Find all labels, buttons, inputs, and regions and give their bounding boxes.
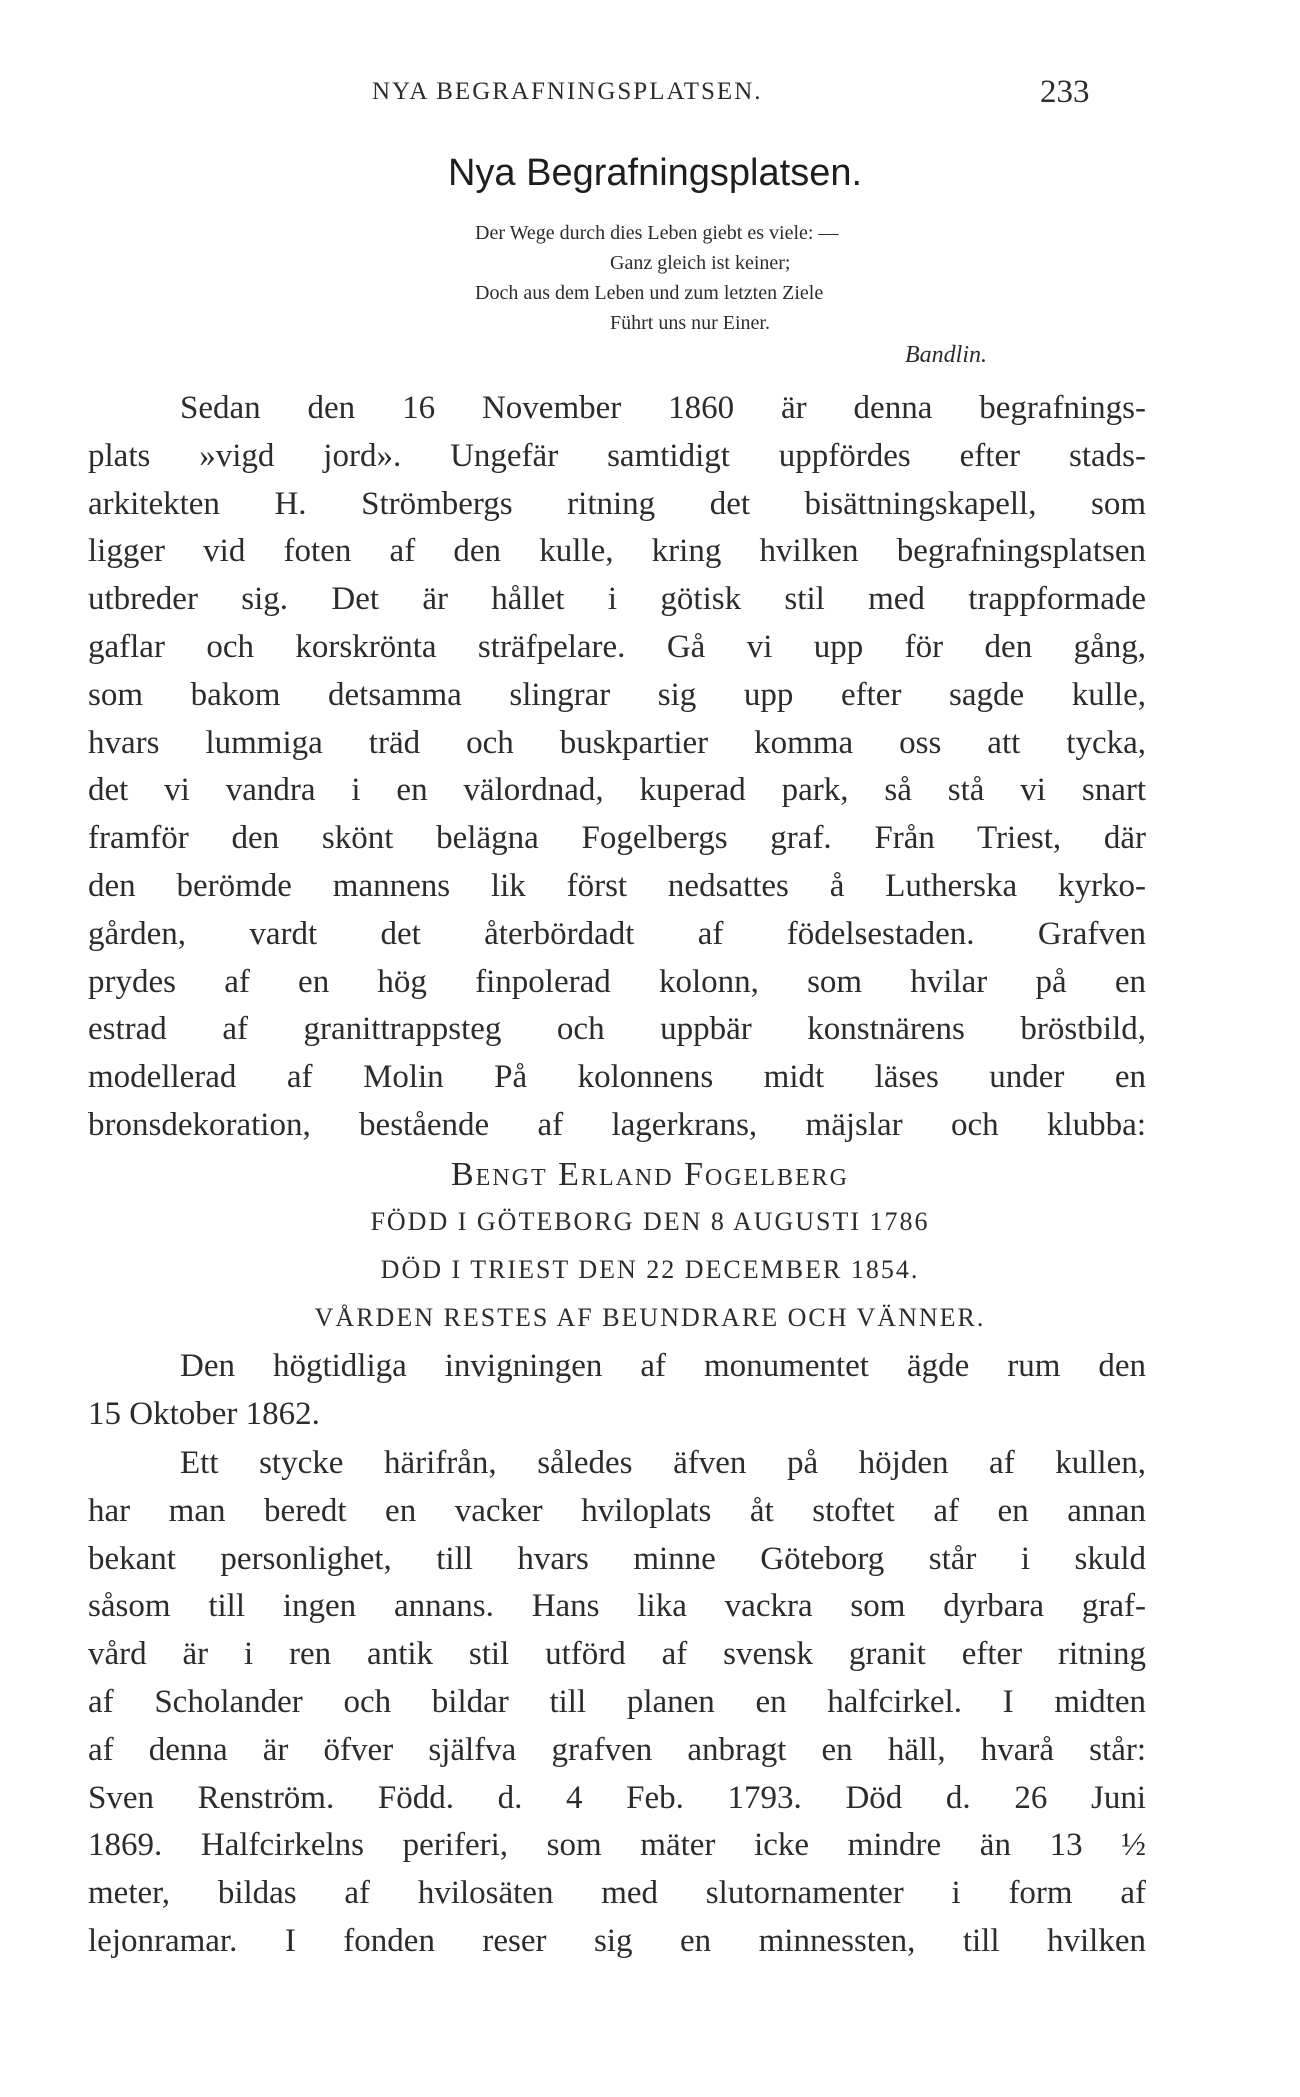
epigraph-line: Der Wege durch dies Leben giebt es viele: — [475, 222, 839, 244]
text-line: som bakom detsamma slingrar sig upp efter sagde kulle, [88, 676, 1146, 713]
paragraph-sedan [88, 385, 1146, 1150]
text-line: såsom till ingen annans. Hans lika vackra som dyrbara graf- [88, 1588, 1146, 1625]
text-line: det vi vandra i en välordnad, kuperad park, så stå vi snart [88, 772, 1146, 809]
paragraph-renstrom [88, 1440, 1146, 1966]
paragraph-invigning [88, 1343, 1146, 1439]
text-line: den berömde mannens lik först nedsattes å Lutherska kyrko- [88, 867, 1146, 904]
text-line: 1869. Halfcirkelns periferi, som mäter icke mindre än 13 ½ [88, 1827, 1146, 1864]
text-line: prydes af en hög finpolerad kolonn, som hvilar på en [88, 963, 1146, 1000]
text-line: 15 Oktober 1862. [88, 1395, 320, 1432]
text-line: hvars lummiga träd och buskpartier komma oss att tycka, [88, 724, 1146, 761]
text-line: modellerad af Molin På kolonnens midt läses under en [88, 1059, 1146, 1096]
epigraph-line: Führt uns nur Einer. [610, 312, 770, 334]
text-line: meter, bildas af hvilosäten med slutornamenter i form af [88, 1875, 1146, 1912]
text-line: har man beredt en vacker hviloplats åt stoftet af en annan [88, 1492, 1146, 1529]
text-line: lejonramar. I fonden reser sig en minnessten, till hvilken [88, 1922, 1146, 1959]
inscription-line: FÖDD I GÖTEBORG DEN 8 AUGUSTI 1786 [370, 1207, 930, 1236]
text-line: vård är i ren antik stil utförd af svensk granit efter ritning [88, 1636, 1146, 1673]
text-line: utbreder sig. Det är hållet i götisk stil med trappformade [88, 581, 1146, 618]
text-line: bronsdekoration, bestående af lagerkrans, mäjslar och klubba: [88, 1106, 1146, 1143]
text-line: framför den skönt belägna Fogelbergs graf. Från Triest, där [88, 820, 1146, 857]
inscription-line: DÖD I TRIEST DEN 22 DECEMBER 1854. [380, 1255, 920, 1284]
inscription-line: VÅRDEN RESTES AF BEUNDRARE OCH VÄNNER. [314, 1303, 986, 1332]
epigraph-line: Doch aus dem Leben und zum letzten Ziele [475, 282, 824, 304]
text-line: plats »vigd jord». Ungefär samtidigt uppfördes efter stads- [88, 437, 1146, 474]
text-line: bekant personlighet, till hvars minne Göteborg står i skuld [88, 1540, 1146, 1577]
running-head: NYA BEGRAFNINGSPLATSEN. [372, 78, 763, 105]
text-line: Ett stycke härifrån, således äfven på höjden af kullen, [180, 1445, 1146, 1481]
text-line: af denna är öfver själfva grafven anbragt en häll, hvarå står: [88, 1731, 1146, 1768]
text-line: ligger vid foten af den kulle, kring hvilken begrafningsplatsen [88, 533, 1146, 570]
text-line: af Scholander och bildar till planen en halfcirkel. I midten [88, 1683, 1146, 1720]
text-line: gaflar och korskrönta sträfpelare. Gå vi upp för den gång, [88, 628, 1146, 665]
text-line: arkitekten H. Strömbergs ritning det bisättningskapell, som [88, 485, 1146, 522]
text-line: estrad af granittrappsteg och uppbär konstnärens bröstbild, [88, 1011, 1146, 1048]
epigraph-line: Ganz gleich ist keiner; [610, 252, 791, 274]
inscription-name: Bengt Erland Fogelberg [451, 1156, 849, 1193]
text-line: Sven Renström. Född. d. 4 Feb. 1793. Död d. 26 Juni [88, 1779, 1146, 1816]
chapter-title: Nya Begrafningsplatsen. [447, 152, 863, 194]
epigraph-author: Bandlin. [905, 342, 987, 368]
page-number: 233 [1040, 74, 1090, 110]
text-line: Sedan den 16 November 1860 är denna begrafnings- [180, 390, 1146, 426]
text-line: gården, vardt det återbördadt af födelsestaden. Grafven [88, 915, 1146, 952]
text-line: Den högtidliga invigningen af monumentet ägde rum den [180, 1348, 1146, 1384]
